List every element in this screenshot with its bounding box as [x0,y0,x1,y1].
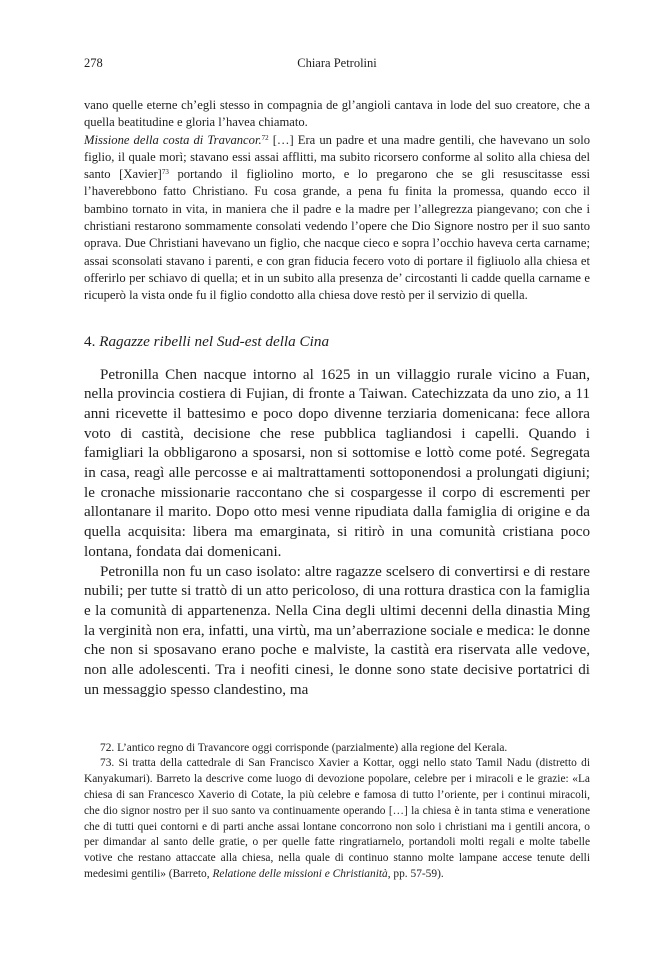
footnote-ref-73: 73 [161,168,169,177]
footnote-ref-72: 72 [261,133,269,142]
section-title: Ragazze ribelli nel Sud-est della Cina [99,332,330,350]
section-number: 4. [84,332,96,350]
footnote-73 [84,756,590,882]
body-text [84,366,590,701]
footnotes [84,741,590,883]
quote-text-a: […] Era un padre et una madre gentili, che havevano un solo figlio, il quale morì; stavano essi assai afflitti, ma subito ricorsero conforme al solito alla chiesa del santo [Xavier] [84,132,591,182]
quote-line: vano quelle eterne ch’egli stesso in compagnia de gl’angioli cantava in lode del suo creatore, che a quella beatitudine e gloria l’havea chiamato. [84,98,590,130]
footnote-73-pages: , pp. 57-59). [387,867,444,880]
mission-title: Missione della costa di Travancor. [84,132,262,147]
body-paragraph-1: Petronilla Chen nacque intorno al 1625 in un villaggio rurale vicino a Fuan, nella provincia costiera di Fujian, di fronte a Taiwan. Catechizzata da uno zio, a 11 anni ricevette il battesimo e poco dopo divenne terziaria domenicana: fece allora voto di castità, decisione che rese pubblica tagliandosi i capelli. Quando i famigliari la obbligarono a sposarsi, non si sottomise e lottò come poté. Segregata in casa, reagì alle percosse e ai maltrattamenti sottoponendosi a prolungati digiuni; le cronache missionarie raccontano che si cospargesse il corpo di escrementi per allontanare il marito. Dopo otto mesi venne ripudiata dalla famiglia di origine e da quella acquisita: libera ma emarginata, si ritirò in una comunità cristiana poco lontana, fondata dai domenicani. [84,366,590,560]
book-page [84,56,590,883]
page-number: 278 [84,56,103,70]
quote-paragraph [84,132,590,305]
footnote-72: 72. L’antico regno di Travancore oggi corrisponde (parzialmente) alla regione del Kerala. [100,741,508,754]
running-header [84,56,590,76]
footnote-73-text: 73. Si tratta della cattedrale di San Francisco Xavier a Kottar, oggi nello stato Tamil Nadu (distretto di Kanyakumari). Barreto la descrive come luogo di devozione popolare, celebre per i miracoli e le grazie: «La chiesa di san Francesco Xaverio di Cotate, la più celebre e famosa di tutto l’oriente, per i continui miracoli, che dio signor nostro per il suo santo va continuamente operando […] la chiesa è in tanta stima e veneratione che di tutti quei contorni e di parti anche assai lontane concorrono non solo i christiani ma i gentili ancora, o per dimandar al santo delle gratie, o per quelle fatte ringratiarnelo, portandoli molti regali e molte tabelle votive che restano attaccate alla chiesa, nella quale di continuo stanno molte lampane accese tenute delli medesimi gentili» (Barreto, [84,757,590,880]
footnote-73-book-title: Relatione delle missioni e Christianità [212,867,388,880]
quote-text-b: portando il figliolino morto, e lo pregarono che se gli resuscitasse essi l’haverebbono fatto Christiano. Fu cosa grande, a pena fu finita la promessa, quando ecco il bambino tornato in vita, in maniera che il padre e la madre per l’allegrezza piangevano; con che i christiani restarono sommamente consolati vedendo l’opere che Dio Signore nostro per il suo santo oprava. Due Christiani havevano un figlio, che nacque cieco e sopra l’occhio haveva certa carname; assai sconsolati stavano i parenti, e con gran fiducia fecero voto di portare il figliuolo alla chiesa et offerirlo per schiavo di quella; et in un subito alla presenza de’ circostanti li cadde quella carname e ricuperò la vista onde fu il figlio condotto alla chiesa dove restò per il servizio di quella. [84,167,590,303]
running-head-author: Chiara Petrolini [297,56,377,70]
block-quote [84,97,590,305]
body-paragraph-2: Petronilla non fu un caso isolato: altre ragazze scelsero di convertirsi e di restare nubili; per tutte si trattò di un atto pericoloso, di una rottura drastica con la famiglia e la comunità di appartenenza. Nella Cina degli ultimi decenni della dinastia Ming la verginità non era, infatti, una virtù, ma un’aberrazione sociale e medica: le donne che non si sposavano erano poche e malviste, la castità era riservata alle vedove, non alle adolescenti. Tra i neofiti cinesi, le donne sono state decisive portatrici di un messaggio spesso clandestino, ma [84,563,590,698]
section-heading [84,332,590,352]
